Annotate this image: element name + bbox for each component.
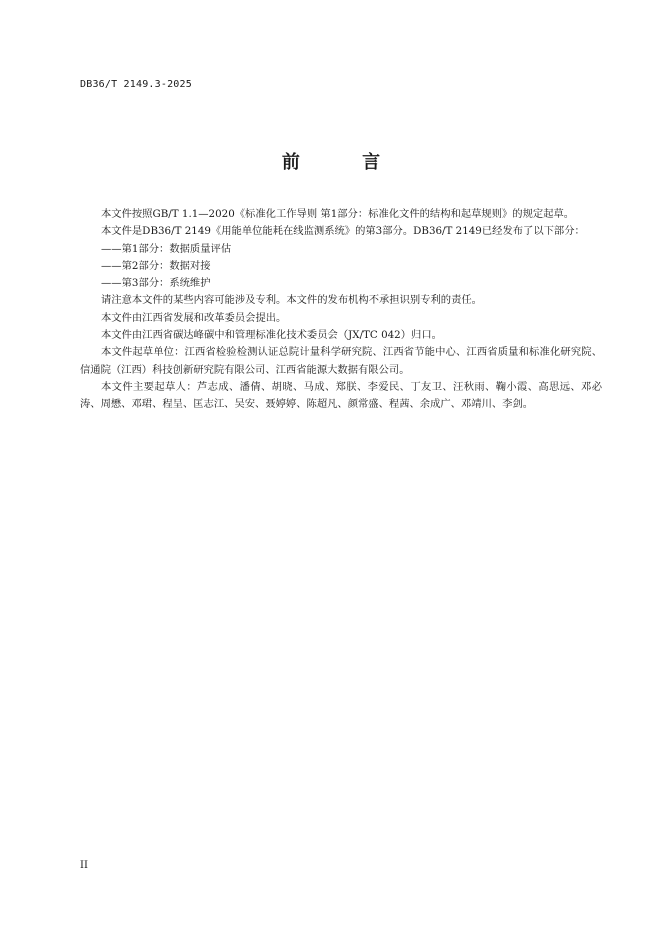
paragraph-drafters: 本文件主要起草人：芦志成、潘倩、胡晓、马成、郑朕、李爱民、丁友卫、汪秋雨、鞠小霞、高思远、邓必涛、周懋、邓珺、程呈、匡志江、吴安、聂婷婷、陈超凡、颜常盛、程茜、余成广、邓靖川、李剑。 <box>80 380 602 411</box>
paragraph-administration: 本文件由江西省碳达峰碳中和管理标准化技术委员会（JX/TC 042）归口。 <box>101 329 442 342</box>
section-title: 前 言 <box>281 152 409 173</box>
paragraph-proposer: 本文件由江西省发展和改革委员会提出。 <box>101 311 287 324</box>
foreword-body <box>80 206 602 414</box>
paragraph-series-info: 本文件是DB36/T 2149《用能单位能耗在线监测系统》的第3部分。DB36/T 2149已经发布了以下部分： <box>101 225 585 238</box>
document-code: DB36/T 2149.3-2025 <box>80 79 192 90</box>
list-item-part-2: ——第2部分：数据对接 <box>101 259 211 272</box>
page-number: II <box>80 860 88 871</box>
paragraph-drafting-basis: 本文件按照GB/T 1.1—2020《标准化工作导则 第1部分：标准化文件的结构和起草规则》的规定起草。 <box>101 208 575 220</box>
list-item-part-3: ——第3部分：系统维护 <box>101 277 211 290</box>
paragraph-patent-notice: 请注意本文件的某些内容可能涉及专利。本文件的发布机构不承担识别专利的责任。 <box>101 294 482 307</box>
paragraph-drafting-units: 本文件起草单位：江西省检验检测认证总院计量科学研究院、江西省节能中心、江西省质量和标准化研究院、信通院（江西）科技创新研究院有限公司、江西省能源大数据有限公司。 <box>80 346 602 376</box>
list-item-part-1: ——第1部分：数据质量评估 <box>101 242 232 255</box>
